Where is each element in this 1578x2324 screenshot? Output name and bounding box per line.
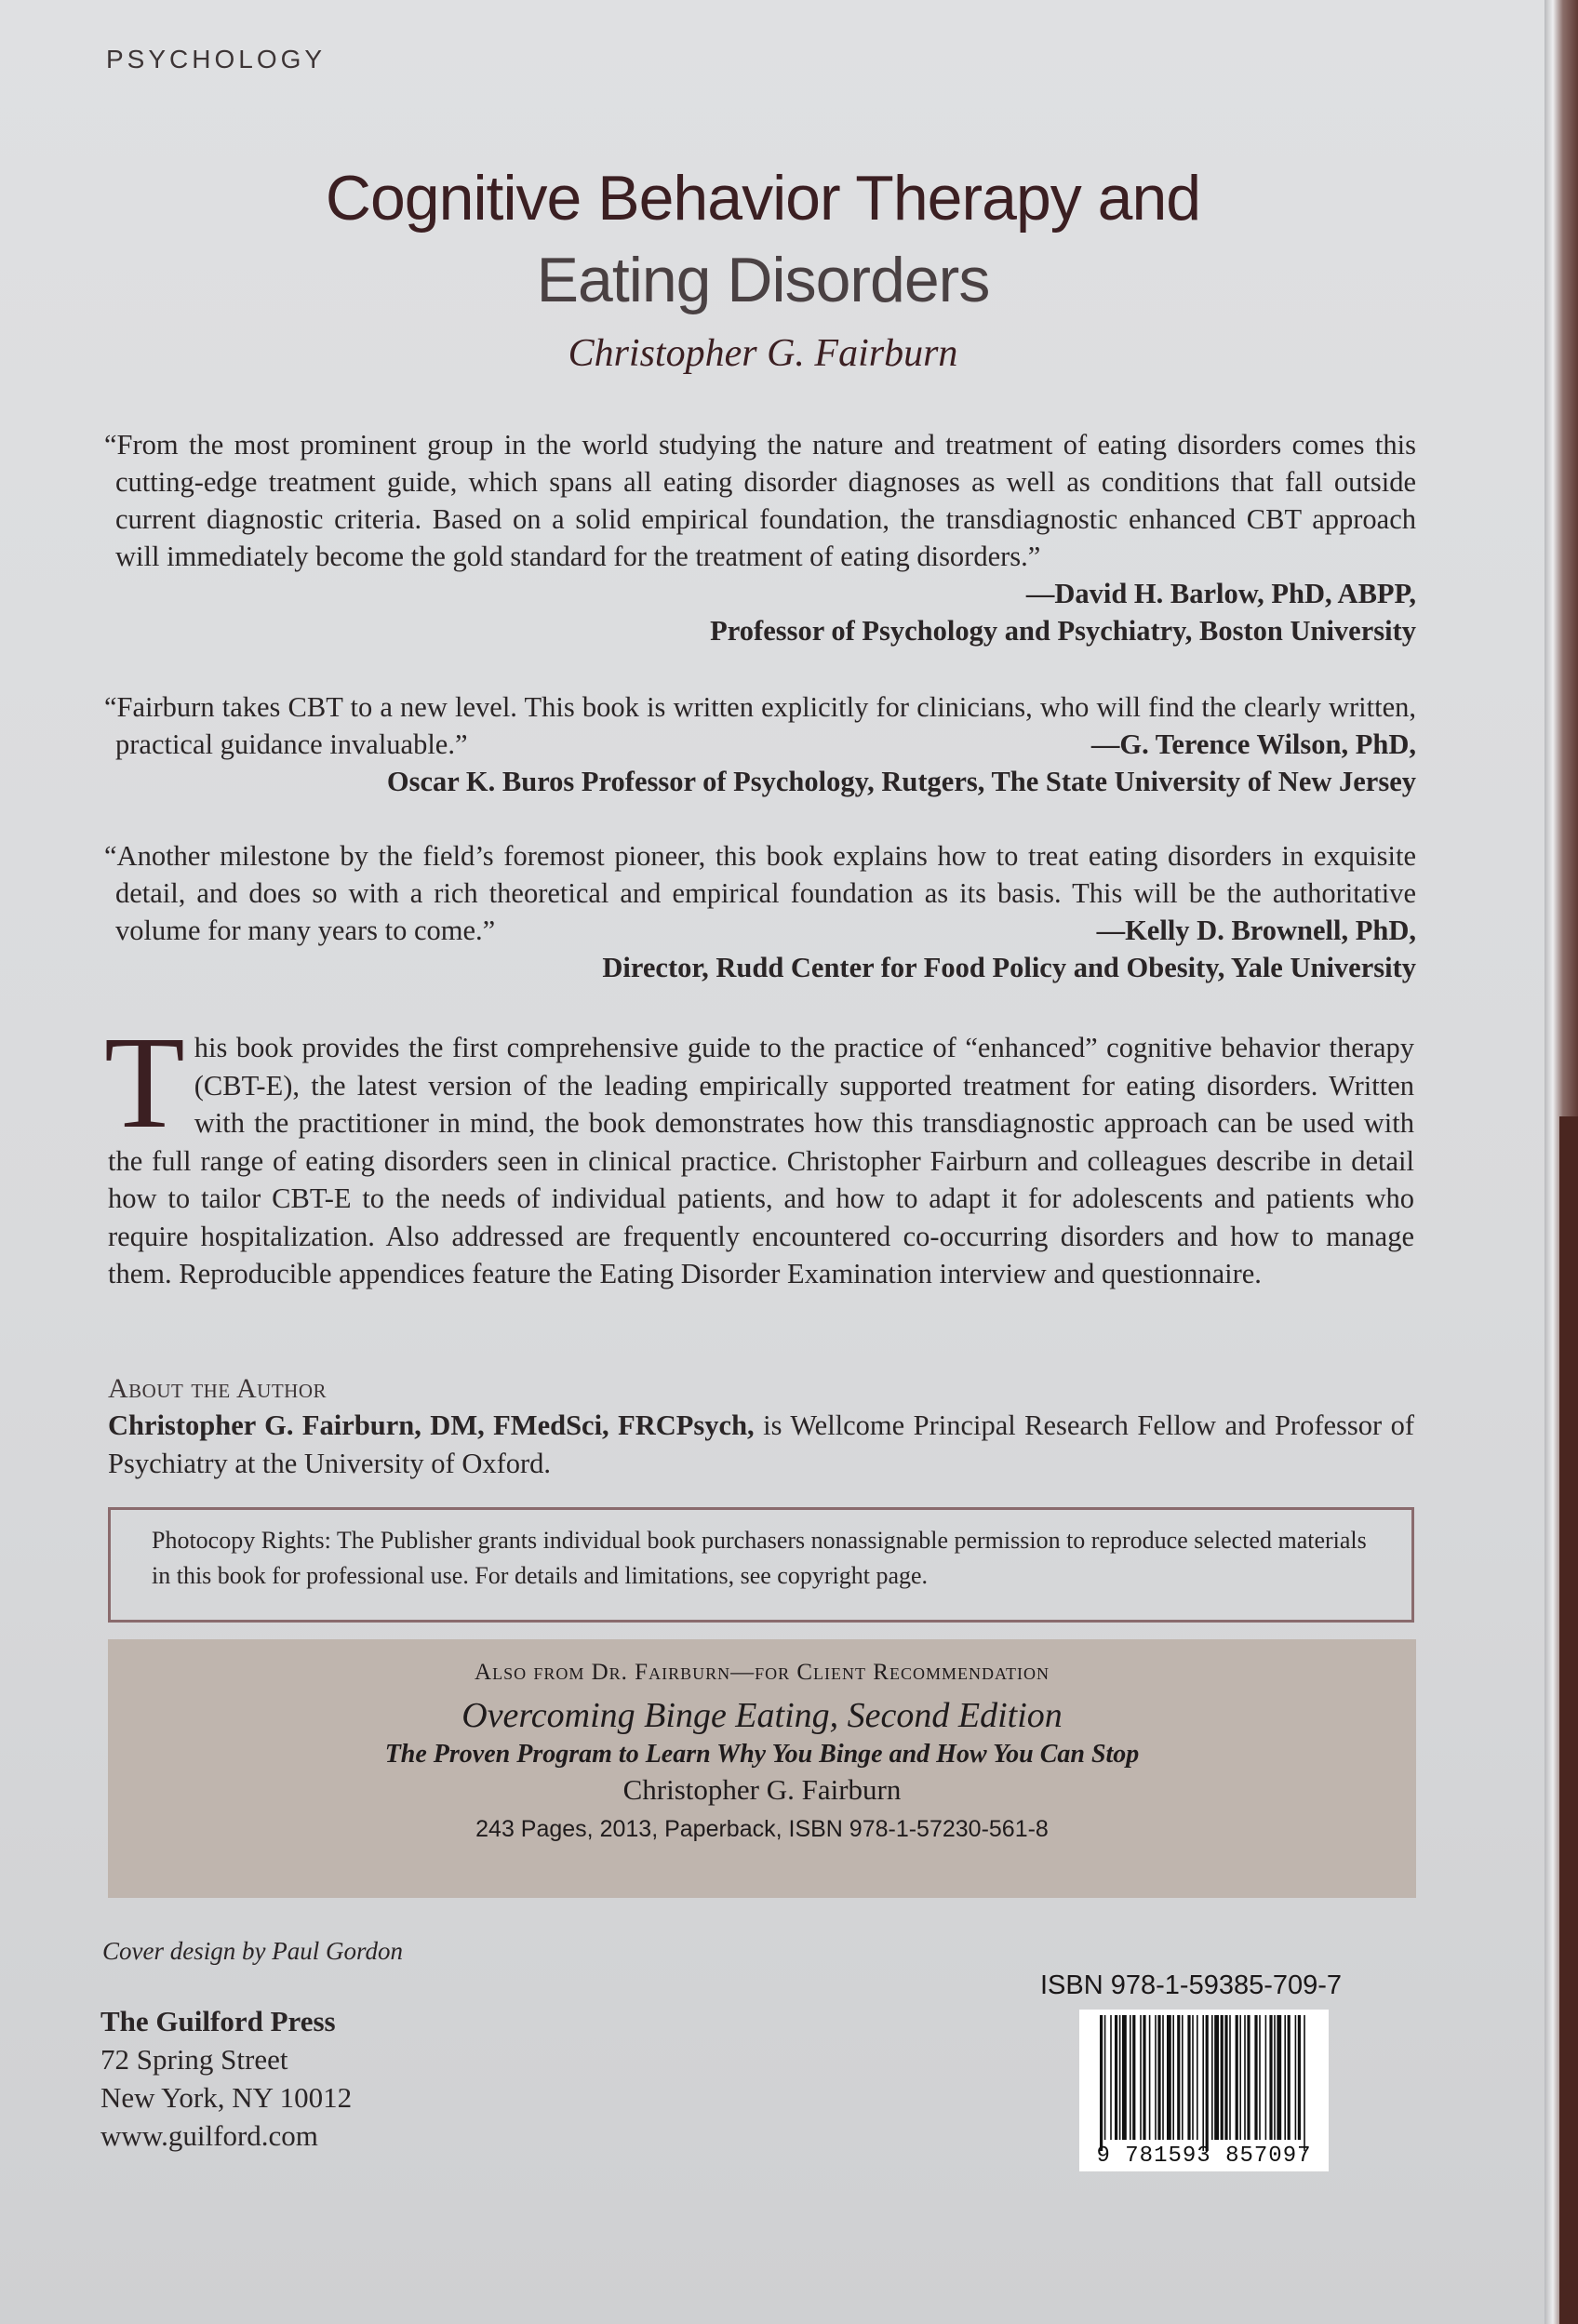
barcode-bar bbox=[1206, 2015, 1209, 2151]
about-author-name: Christopher G. Fairburn, DM, FMedSci, FRCPsych, bbox=[108, 1409, 755, 1441]
barcode-bar bbox=[1265, 2015, 1267, 2140]
quote-attribution-title: Oscar K. Buros Professor of Psychology, Rutgers, The State University of New Jersey bbox=[386, 766, 1416, 797]
barcode-bar bbox=[1122, 2015, 1127, 2140]
barcode-bar bbox=[1100, 2015, 1103, 2151]
barcode-bar bbox=[1239, 2015, 1241, 2140]
barcode-bar bbox=[1143, 2015, 1145, 2140]
promo-title: Overcoming Binge Eating, Second Edition bbox=[461, 1696, 1063, 1735]
barcode-bar bbox=[1254, 2015, 1257, 2140]
barcode-bar bbox=[1197, 2015, 1198, 2140]
description-text: his book provides the first comprehensive guide to the practice of “enhanced” cognitive behavior therapy (CBT-E), the latest version of the leading empirically supported treatment for eating disorders. Written with the practitioner in mind, the book demonstrates how this transdiagnostic approach can be used with the full range of eating disorders seen in clinical practice. Christopher Fairburn and colleagues describe in detail how to tailor CBT-E to the needs of individual patients, and how to adapt it for adolescents and patients who require hospitalization. Also addressed are frequently encountered co-occurring disorders and how to manage them. Reproducible appendices feature the Eating Disorder Examination interview and questionnaire. bbox=[108, 1032, 1414, 1289]
quote-attribution-title: Director, Rudd Center for Food Policy and Obesity, Yale University bbox=[602, 952, 1416, 983]
promo-subtitle: The Proven Program to Learn Why You Binge and How You Can Stop bbox=[384, 1740, 1140, 1769]
barcode-bar bbox=[1155, 2015, 1157, 2140]
barcode-bar bbox=[1288, 2015, 1290, 2140]
quote-attribution-name: —G. Terence Wilson, PhD, bbox=[1090, 728, 1416, 760]
barcode-bar bbox=[1115, 2015, 1117, 2140]
endorsement-quote bbox=[102, 426, 1416, 649]
endorsement-quote bbox=[102, 837, 1416, 986]
about-author-heading: About the Author bbox=[108, 1373, 327, 1404]
publisher-website: www.guilford.com bbox=[100, 2119, 318, 2152]
quote-attribution-title: Professor of Psychology and Psychiatry, Boston University bbox=[710, 615, 1416, 647]
barcode-bar bbox=[1211, 2015, 1213, 2140]
promo-heading: Also from Dr. Fairburn—for Client Recommendation bbox=[475, 1660, 1050, 1685]
quote-attribution-name: —Kelly D. Brownell, PhD, bbox=[1096, 915, 1416, 946]
publisher-city: New York, NY 10012 bbox=[100, 2081, 353, 2114]
also-from-promo bbox=[108, 1639, 1416, 1898]
book-title-line1: Cognitive Behavior Therapy and bbox=[325, 163, 1201, 234]
about-author-bio: is Wellcome Principal Research Fellow and Professor of Psychiatry at the University of Oxford. bbox=[108, 1409, 1415, 1479]
book-title-line2: Eating Disorders bbox=[536, 245, 990, 315]
barcode-bar bbox=[1277, 2015, 1281, 2140]
barcode-bar bbox=[1132, 2015, 1135, 2140]
quote-text: “Another milestone by the field’s foremost pioneer, this book explains how to treat eating disorders in exquisite detail, and does so with a rich theoretical and empirical foundation as its basis. This will be the authoritative volume for many years to come.” bbox=[104, 840, 1416, 946]
barcode-bar bbox=[1187, 2015, 1190, 2140]
barcode-bar bbox=[1104, 2015, 1106, 2140]
quote-text: “From the most prominent group in the world studying the nature and treatment of eating disorders comes this cutting-edge treatment guide, which spans all eating disorder diagnoses as well as conditions that fall outside current diagnostic criteria. Based on a solid empirical foundation, the transdiagnostic enhanced CBT approach will immediately become the gold standard for the treatment of eating disorders.” bbox=[104, 429, 1416, 572]
photocopy-rights-box: Photocopy Rights: The Publisher grants individual book purchasers nonassignable permission to reproduce selected materials in this book for professional use. For details and limitations, see copyright page. bbox=[108, 1507, 1414, 1623]
drop-cap: T bbox=[104, 1008, 185, 1155]
spine-dark-band bbox=[1559, 1116, 1578, 2324]
barcode-bar bbox=[1247, 2015, 1250, 2140]
barcode-bar bbox=[1167, 2015, 1171, 2140]
barcode-bar bbox=[1236, 2015, 1238, 2140]
barcode-bar bbox=[1304, 2015, 1305, 2151]
about-author-text bbox=[108, 1407, 1414, 1482]
cover-design-credit: Cover design by Paul Gordon bbox=[102, 1937, 403, 1965]
barcode-bar bbox=[1119, 2015, 1121, 2140]
quote-attribution-name: —David H. Barlow, PhD, ABPP, bbox=[1025, 578, 1416, 609]
barcode-bar bbox=[1244, 2015, 1246, 2140]
category-label: PSYCHOLOGY bbox=[106, 45, 327, 73]
quote-text: “Fairburn takes CBT to a new level. This book is written explicitly for clinicians, who will find the clearly written, practical guidance invaluable.” bbox=[104, 691, 1416, 760]
barcode-bar bbox=[1284, 2015, 1286, 2140]
barcode-digits: 9 781593 857097 bbox=[1096, 2144, 1312, 2169]
barcode-bar bbox=[1157, 2015, 1160, 2140]
endorsement-quote bbox=[102, 688, 1416, 800]
barcode-bar bbox=[1130, 2015, 1131, 2140]
barcode-bar bbox=[1192, 2015, 1194, 2140]
barcode-bar bbox=[1259, 2015, 1261, 2140]
barcode-bar bbox=[1149, 2015, 1151, 2140]
barcode-bar bbox=[1172, 2015, 1174, 2140]
isbn-label: ISBN 978-1-59385-709-7 bbox=[1040, 1970, 1343, 2000]
barcode-bar bbox=[1162, 2015, 1164, 2140]
book-description bbox=[104, 1008, 1414, 1293]
barcode-bar bbox=[1269, 2015, 1272, 2140]
barcode-bar bbox=[1224, 2015, 1227, 2140]
publisher-block bbox=[100, 2002, 352, 2155]
barcode-bar bbox=[1214, 2015, 1219, 2140]
barcode-bar bbox=[1202, 2015, 1204, 2151]
barcode-bar bbox=[1298, 2015, 1301, 2140]
barcode-bar bbox=[1274, 2015, 1276, 2140]
barcode-bar bbox=[1221, 2015, 1224, 2140]
barcode-bar bbox=[1295, 2015, 1297, 2140]
barcode-bar bbox=[1140, 2015, 1142, 2140]
barcode-bar bbox=[1177, 2015, 1180, 2140]
barcode bbox=[1079, 2010, 1329, 2171]
promo-author: Christopher G. Fairburn bbox=[622, 1773, 902, 1806]
book-author: Christopher G. Fairburn bbox=[568, 332, 958, 375]
barcode-bar bbox=[1110, 2015, 1112, 2140]
promo-info: 243 Pages, 2013, Paperback, ISBN 978-1-57230-561-8 bbox=[475, 1816, 1049, 1842]
barcode-bar bbox=[1182, 2015, 1184, 2140]
barcode-bar bbox=[1229, 2015, 1231, 2140]
publisher-name: The Guilford Press bbox=[100, 2005, 336, 2037]
publisher-street: 72 Spring Street bbox=[100, 2043, 288, 2076]
